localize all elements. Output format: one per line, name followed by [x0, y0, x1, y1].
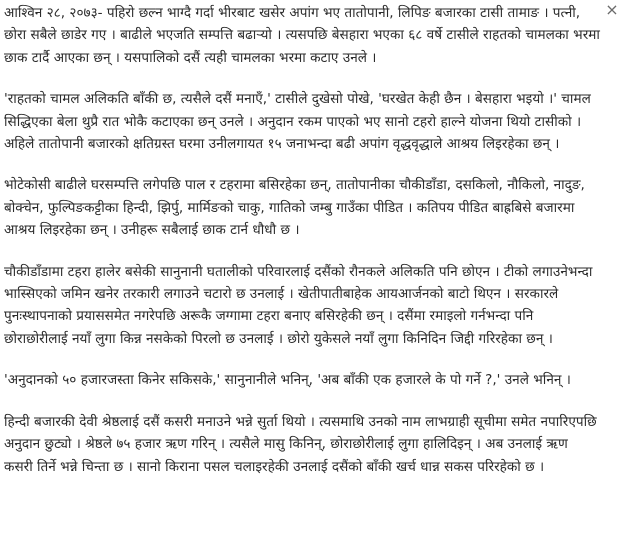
- article-body: [4, 2, 600, 478]
- article-paragraph-4: चौकीडाँडामा टहरा हालेर बसेकी सानुनानी घतालीको परिवारलाई दसैंको रौनकले अलिकति पनि छोएन । टीको लगाउनेभन्दा भास्सिएको जमिन खनेर तरकारी लगाउने चटारो छ उनलाई । खेतीपातीबाहेक आयआर्जनको बाटो थिएन । सरकारले पुनःस्थापनाको प्रयाससमेत नगरेपछि अरूकै जग्गामा टहरा बनाए बसिरहेकी छन् । दसैंमा रमाइलो गर्नभन्दा पनि छोराछोरीलाई नयाँ लुगा किन्न नसकेको पिरलो छ उनलाई । छोरो युकेसले नयाँ लुगा किनिदिन जिद्दी गरिरहेका छन् ।: [4, 263, 593, 347]
- close-icon: ×: [605, 0, 619, 19]
- article-paragraph-5: 'अनुदानको ५० हजारजस्ता किनेर सकिसके,' सानुनानीले भनिन्, 'अब बाँकी एक हजारले के पो गर्ने ?,' उनले भनिन् ।: [4, 372, 571, 389]
- article-paragraph-3: भोटेकोसी बाढीले घरसम्पत्ति लगेपछि पाल र टहरामा बसिरहेका छन्, तातोपानीका चौकीडाँडा, दसकिलो, नौकिलो, नादुङ, बोक्चेन, फुल्पिङकट्टीका हिन्दी, झिर्पु, मार्मिङको चाकु, गातिको जम्बु गाउँका पीडित । कतिपय पीडित बाह्रबिसे बजारमा आश्रय लिइरहेका छन् । उनीहरू सबैलाई छाक टार्न धौधौ छ ।: [4, 177, 585, 239]
- article-paragraph-2: 'राहतको चामल अलिकति बाँकी छ, त्यसैले दसैं मनाएँ,' टासीले दुखेसो पोखे, 'घरखेत केही छैन । बेसहारा भइयो ।' चामल सिद्धिएका बेला थुप्रै रात भोकै कटाएका छन् उनले । अनुदान रकम पाएको भए सानो टहरो हाल्ने योजना थियो टासीको । अहिले तातोपानी बजारको क्षतिग्रस्त घरमा उनीलगायत १५ जनाभन्दा बढी अपांग वृद्धवृद्धाले आश्रय लिइरहेका छन् ।: [4, 91, 591, 153]
- article-paragraph-1: आश्विन २८, २०७३- पहिरो छल्न भाग्दै गर्दा भीरबाट खसेर अपांग भए तातोपानी, लिपिङ बजारका टासी तामाङ । पत्नी, छोरा सबैले छाडेर गए । बाढीले भएजति सम्पत्ति बढाऱ्यो । त्यसपछि बेसहारा भएका ६८ वर्षे टासीले राहतको चामलका भरमा छाक टार्दै आएका छन् । यसपालिको दसैं त्यही चामलका भरमा कटाए उनले ।: [4, 5, 600, 66]
- close-button[interactable]: [604, 2, 620, 18]
- article-paragraph-6: हिन्दी बजारकी देवी श्रेष्ठलाई दसैं कसरी मनाउने भन्ने सुर्ता थियो । त्यसमाथि उनको नाम लाभग्राही सूचीमा समेत नपारिएपछि अनुदान छुट्यो । श्रेष्ठले ७५ हजार ऋण गरिन् । त्यसैले मासु किनिन्, छोराछोरीलाई लुगा हालिदिइन् । अब उनलाई ऋण कसरी तिर्ने भन्ने चिन्ता छ । सानो किराना पसल चलाइरहेकी उनलाई दसैंको बाँकी खर्च धान्न सकस परिरहेको छ ।: [4, 413, 597, 475]
